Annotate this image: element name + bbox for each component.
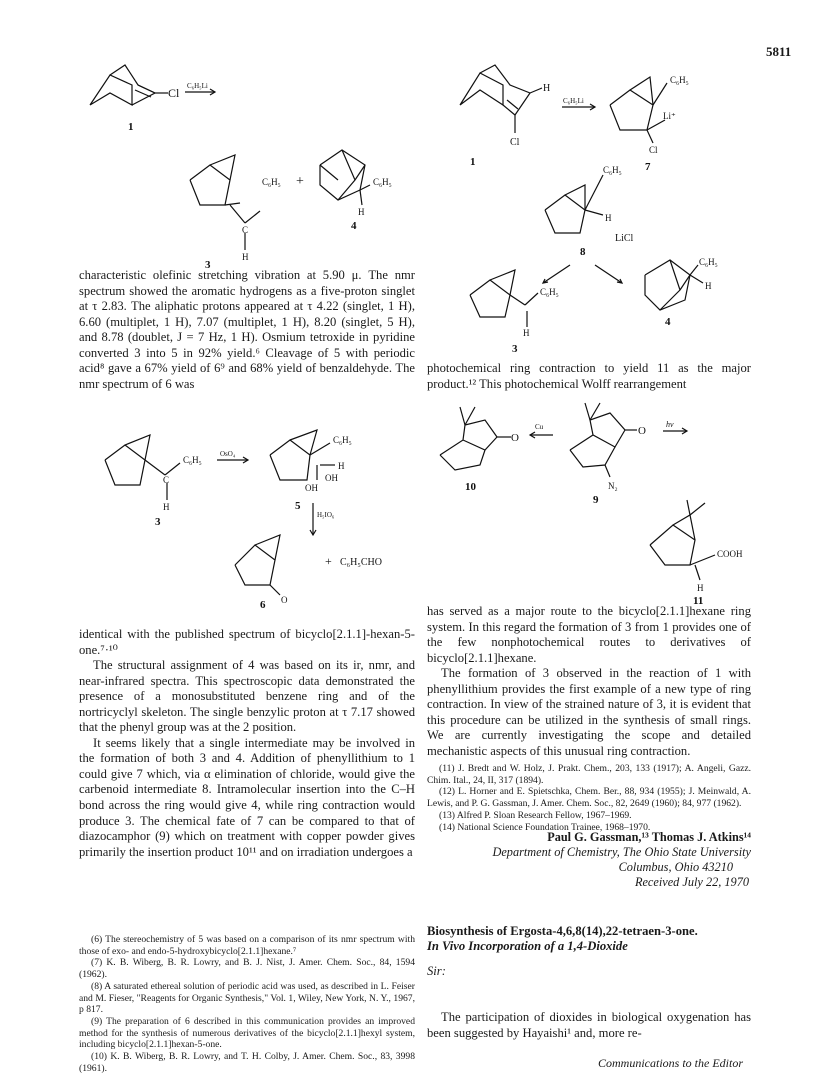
affiliation: Department of Chemistry, The Ohio State University [492,845,751,859]
author-block [427,830,751,890]
title-line-1: Biosynthesis of Ergosta-4,6,8(14),22-tetraen-3-one. [427,924,698,938]
structure-8 [545,175,603,233]
footnote: (9) The preparation of 6 described in this communication provides an improved method for the synthesis of numerous derivatives of the bicyclo[2.1.1]hexyl system, including bicyclo[2.1.1]hexan-5-one. [79,1015,415,1051]
structure-3 [190,155,260,250]
h-label: H [523,328,530,338]
structure-11 [650,500,715,580]
label-compound-6: 6 [260,599,266,611]
structure-10 [440,407,511,470]
reagent-phenyllithium: C₆H₅Li [187,82,208,90]
o-label: O [511,432,519,444]
o-label: O [638,425,646,437]
right-column-body [427,604,751,759]
label-compound-7: 7 [645,161,651,173]
plus-sign: + [325,554,332,568]
label-compound-8: 8 [580,246,586,258]
h-label: H [697,583,704,593]
ph-label: C₆H₅ [603,165,622,175]
authors: Paul G. Gassman,¹³ Thomas J. Atkins¹⁴ [547,830,751,844]
ph-label: C₆H₅ [373,177,392,187]
scheme-diazocamphor [425,395,765,605]
benzaldehyde-label: C₆H₅CHO [340,557,382,568]
left-column-bottom [79,627,415,860]
o-label: O [281,595,288,605]
paragraph: The structural assignment of 4 was based on its ir, nmr, and near-infrared spectra. This spectroscopic data demonstrated the presence of a monosubstituted benzene ring and of the nortricyclyl skeleton. The single benzylic proton at τ 7.17 showed that the phenyl group was at the 2 position. [79,658,415,735]
salutation: Sir: [427,964,446,978]
left-column-top [79,268,415,392]
footnote: (7) K. B. Wiberg, B. R. Lowry, and B. J. Nist, J. Amer. Chem. Soc., 84, 1594 (1962). [79,957,415,981]
label-compound-3: 3 [512,343,518,355]
plus-sign: + [296,174,304,189]
cooh-label: COOH [717,549,743,559]
right-column-top [427,361,751,392]
label-compound-9: 9 [593,494,599,506]
h-label: H [358,207,365,217]
structure-6 [235,535,280,595]
li-label: Li⁺ [663,111,676,121]
footnote: (8) A saturated ethereal solution of periodic acid was used, as described in L. Feiser and M. Fieser, "Reagents for Organic Synthesis," Vol. 1, Wiley, New York, N. Y., 1967, p 817. [79,980,415,1016]
ph-label: C₆H₅ [540,287,559,297]
h-label: H [163,502,170,512]
page-number: 5811 [766,44,792,59]
cl-label: Cl [168,86,180,100]
h-label: H [242,252,249,262]
c-label: C [163,475,170,485]
received-date: Received July 22, 1970 [634,875,749,889]
ph-label: C₆H₅ [262,177,281,187]
structure-4 [320,150,370,205]
reagent-copper: Cu [535,423,544,431]
footnote: (11) J. Bredt and W. Holz, J. Prakt. Chem., 203, 133 (1917); A. Angeli, Gazz. Chim. Ital., 24, II, 317 (1894). [427,763,751,786]
oh-label: OH [325,473,338,483]
label-compound-11: 11 [693,595,704,607]
scheme-carbenoid-mechanism [435,55,770,355]
paragraph: The participation of dioxides in biological oxygenation has been suggested by Hayaishi¹ and, more re- [427,1010,751,1040]
structure-3-right [470,270,538,327]
label-compound-4: 4 [665,316,671,328]
label-compound-4: 4 [351,220,357,232]
footnote: (12) L. Horner and E. Spietschka, Chem. Ber., 88, 934 (1955); J. Meinwald, A. Lewis, and P. G. Gassman, J. Amer. Chem. Soc., 82, 2649 (1960); 84, 977 (1962). [427,786,751,810]
licl-label: LiCl [615,233,634,244]
ph-label: C₆H₅ [333,435,352,445]
running-footer: Communications to the Editor [598,1056,743,1070]
structure-9 [570,403,637,477]
h-label: H [543,83,551,94]
ph-label: C₆H₅ [670,75,689,85]
structure-4-right [645,260,703,310]
reagent-oso4: OsO₄ [220,450,236,458]
label-compound-1: 1 [128,121,134,133]
cl-label: Cl [510,137,520,148]
affiliation-city: Columbus, Ohio 43210 [618,860,733,874]
label-compound-5: 5 [295,500,301,512]
h-label: H [605,213,612,223]
reagent-phenyllithium: C₆H₅Li [563,97,584,105]
footnote: (14) National Science Foundation Trainee, 1968–1970. [439,821,651,833]
paragraph: photochemical ring contraction to yield 11 as the major product.¹² This photochemical Wolff rearrangement [427,361,751,391]
paragraph: It seems likely that a single intermediate may be involved in the formation of both 3 and 4. Addition of phenyllithium to 1 could give 7 which, via α elimination of chloride, would give the carbenoid intermediate 8. Intramolecular insertion into the C–H bond across the ring would give 4, while ring contraction would produce 3. The chemical fate of 7 can be compared to that of diazocamphor (9) which on treatment with copper powder gives primarily the insertion product 10¹¹ and on irradiation undergoes a [79,735,415,859]
footnote: (6) The stereochemistry of 5 was based on a comparison of its nmr spectrum with those of exo- and endo-5-hydroxybicyclo[2.1.1]hexane.⁷ [79,934,415,957]
next-article-body [427,1010,751,1041]
reagent-light: hν [666,420,674,429]
right-footnotes [427,763,751,833]
paragraph: identical with the published spectrum of bicyclo[2.1.1]-hexan-5-one.⁷·¹⁰ [79,627,415,657]
scheme-osmium-cleavage [95,405,415,610]
cl-label: Cl [649,145,658,155]
paragraph: The formation of 3 observed in the reaction of 1 with phenyllithium provides the first example of a new type of ring contraction. In view of the strained nature of 3, it is evident that this procedure can be utilized in the synthesis of small rings. We are currently investigating the scope and detailed mechanistic aspects of this unusual ring contraction. [427,666,751,758]
label-compound-1: 1 [470,156,476,168]
next-article-title [427,924,757,954]
structure-3-copy [105,435,180,500]
footnote: (10) K. B. Wiberg, B. R. Lowry, and T. H. Colby, J. Amer. Chem. Soc., 83, 3998 (1961). [79,1051,415,1074]
structure-1 [90,65,168,105]
paragraph: characteristic olefinic stretching vibration at 5.90 μ. The nmr spectrum showed the aromatic hydrogens as a five-proton singlet at τ 2.83. The aliphatic protons appeared at τ 4.22 (singlet, 1 H), 6.60 (multiplet, 1 H), 7.07 (multiplet, 1 H), 8.20 (singlet, 5 H), and 8.78 (doublet, J = 7 Hz, 1 H). Osmium tetroxide in pyridine converted 3 into 5 in 92% yield.⁶ Cleavage of 5 with periodic acid⁸ gave a 67% yield of 6⁹ and 68% yield of benzaldehyde. The nmr spectrum of 6 was [79,268,415,391]
label-compound-3: 3 [155,516,161,528]
reagent-periodic-acid: H₅IO₆ [317,511,335,519]
scheme-phenyllithium-reaction [80,55,420,270]
n2-label: N₂ [608,481,618,491]
ph-label: C₆H₅ [699,257,718,267]
left-footnotes [79,934,415,1074]
footnote: (13) Alfred P. Sloan Research Fellow, 1967–1969. [439,809,632,821]
h-label: H [705,281,712,291]
structure-1-right [460,65,542,133]
oh-label: OH [305,483,318,493]
h-label: H [338,461,345,471]
ph-label: C₆H₅ [183,455,202,465]
label-compound-10: 10 [465,481,476,493]
c-label: C [242,225,249,235]
structure-7 [610,77,667,143]
title-line-2: In Vivo Incorporation of a 1,4-Dioxide [427,939,628,953]
label-compound-3: 3 [205,259,211,271]
paragraph: has served as a major route to the bicyclo[2.1.1]hexane ring system. In this regard the formation of 3 from 1 provides one of the few nonphotochemical routes to derivatives of bicyclo[2.1.1]hexane. [427,604,751,665]
